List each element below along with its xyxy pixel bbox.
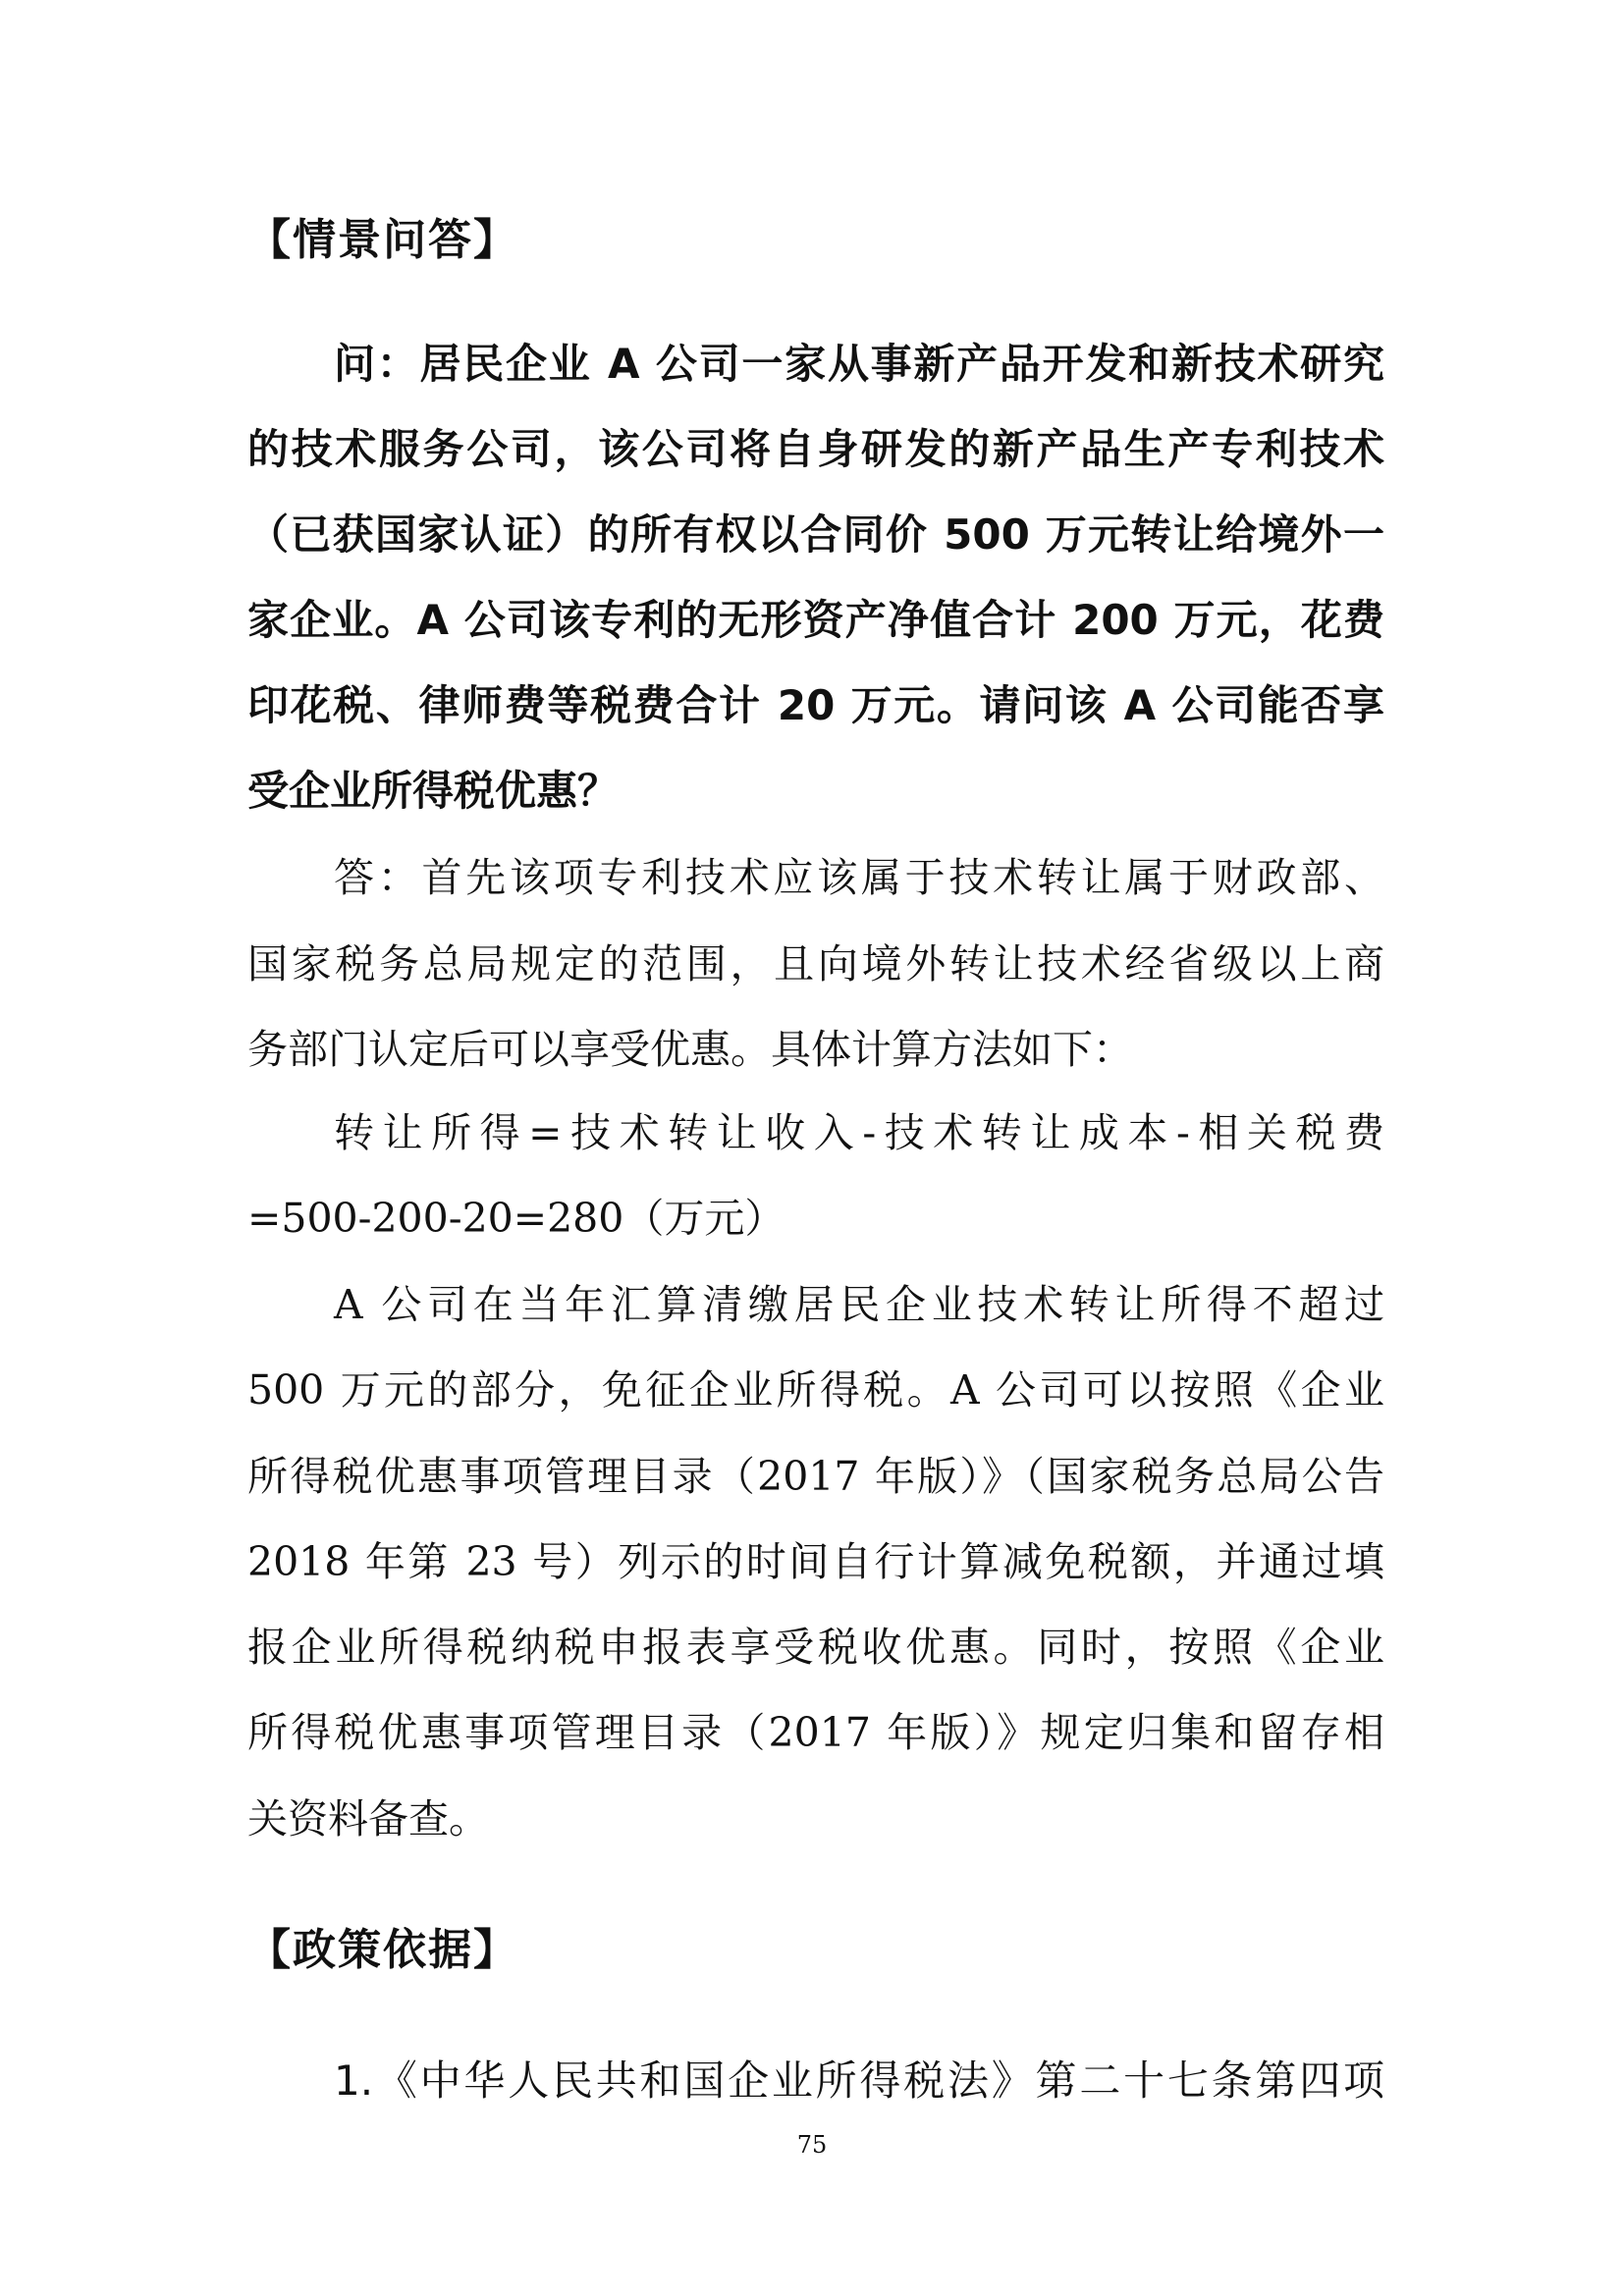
calculation-formula	[247, 1091, 1384, 1261]
result-paragraph	[247, 1262, 1384, 1862]
section-heading-qa: 【情景问答】	[247, 215, 518, 265]
result-line: 报企业所得税纳税申报表享受税收优惠。同时，按照《企业	[247, 1624, 1384, 1672]
answer-line: 务部门认定后可以享受优惠。具体计算方法如下：	[247, 1026, 1133, 1073]
policy-item: 1.《中华人民共和国企业所得税法》第二十七条第四项	[334, 2056, 1384, 2105]
formula-line: 转让所得=技术转让收入-技术转让成本-相关税费	[334, 1109, 1384, 1156]
result-line: 所得税优惠事项管理目录（2017 年版）》（国家税务总局公告	[247, 1452, 1384, 1500]
question-paragraph	[247, 321, 1384, 833]
section-heading-policy: 【政策依据】	[247, 1925, 518, 1975]
answer-paragraph	[247, 835, 1384, 1094]
question-line: 受企业所得税优惠？	[247, 767, 620, 815]
question-line: 印花税、律师费等税费合计 20 万元。请问该 A 公司能否享	[247, 681, 1384, 729]
formula-line: =500-200-20=280（万元）	[247, 1195, 785, 1242]
result-line: A 公司在当年汇算清缴居民企业技术转让所得不超过	[334, 1281, 1384, 1328]
result-line: 500 万元的部分，免征企业所得税。A 公司可以按照《企业	[247, 1366, 1384, 1415]
question-line: 家企业。A 公司该专利的无形资产净值合计 200 万元，花费	[247, 596, 1384, 644]
answer-line: 国家税务总局规定的范围，且向境外转让技术经省级以上商	[247, 939, 1384, 988]
question-line: （已获国家认证）的所有权以合同价 500 万元转让给境外一	[247, 510, 1384, 559]
question-line: 的技术服务公司，该公司将自身研发的新产品生产专利技术	[247, 425, 1384, 473]
answer-line: 答：首先该项专利技术应该属于技术转让属于财政部、	[334, 854, 1384, 901]
question-line: 问：居民企业 A 公司一家从事新产品开发和新技术研究	[334, 340, 1384, 388]
result-line: 2018 年第 23 号）列示的时间自行计算减免税额，并通过填	[247, 1537, 1384, 1585]
page-number: 75	[796, 2131, 828, 2159]
result-line: 所得税优惠事项管理目录（2017 年版）》规定归集和留存相	[247, 1709, 1384, 1757]
result-line: 关资料备查。	[247, 1794, 489, 1842]
